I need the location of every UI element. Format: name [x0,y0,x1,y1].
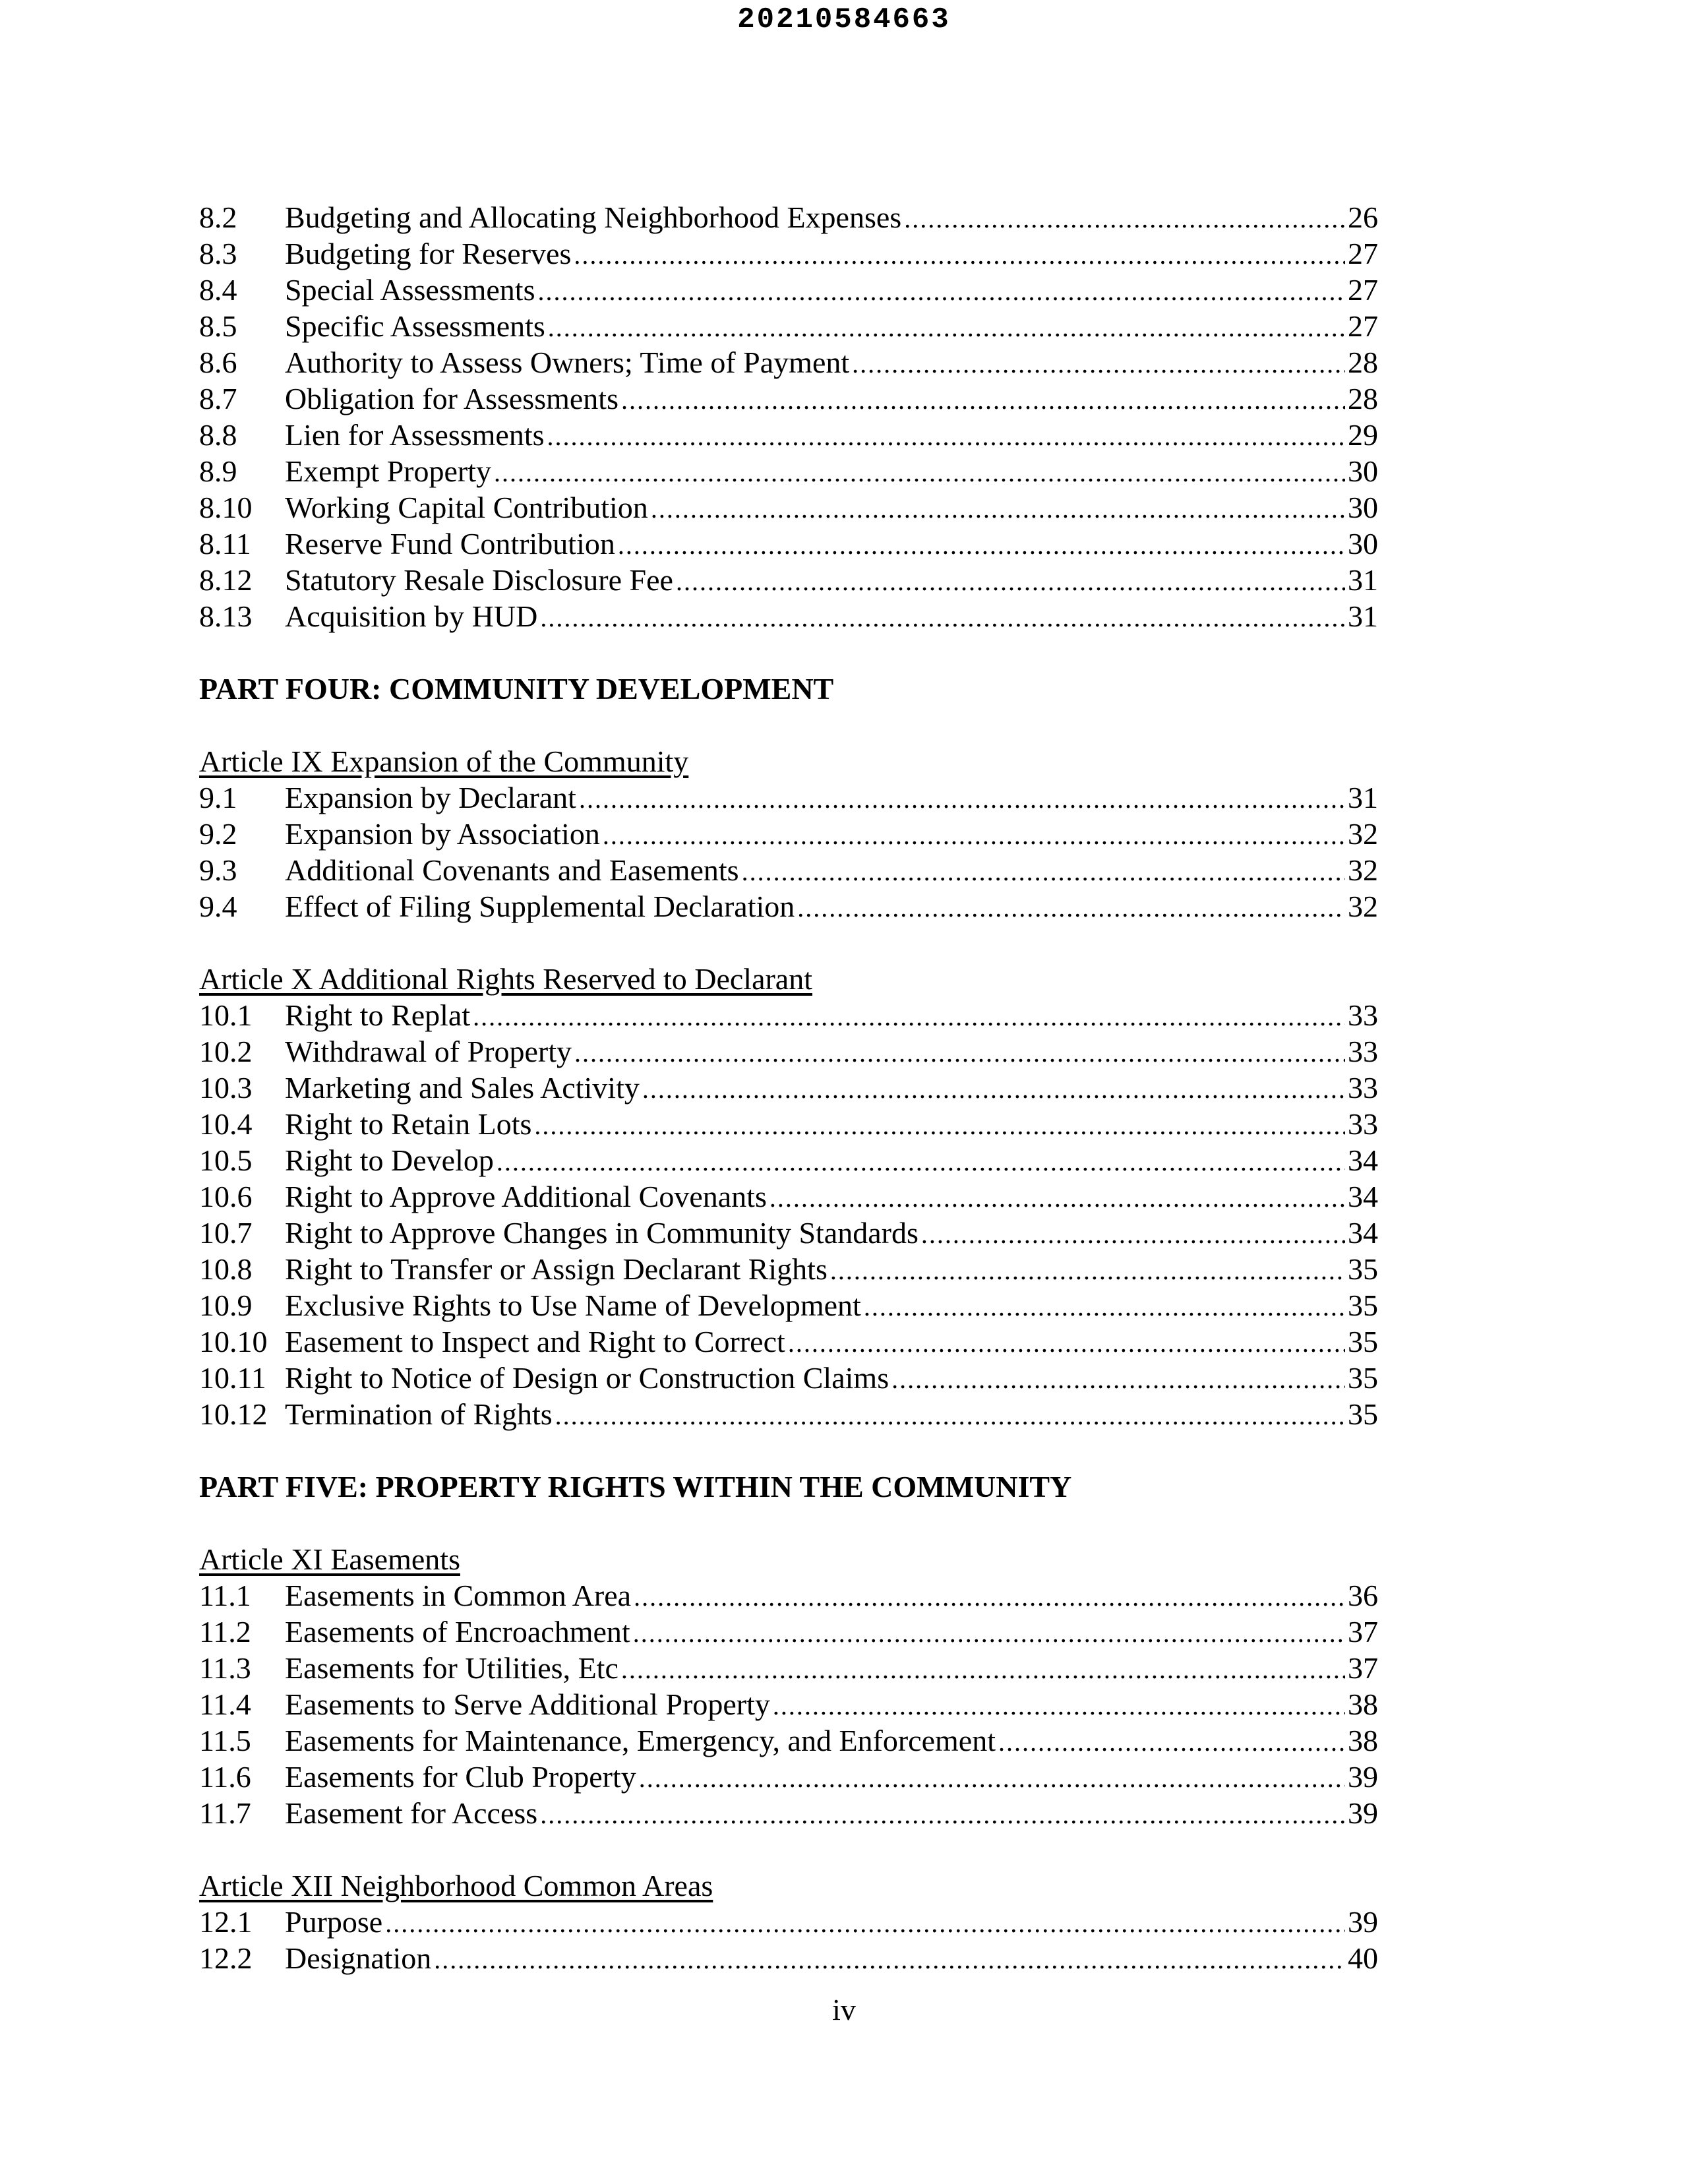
toc-entry-number: 10.9 [199,1289,253,1322]
toc-entry-title: Additional Covenants and Easements [285,853,739,887]
toc-entry[interactable] [199,1070,1378,1106]
toc-entry-page: 32 [1348,853,1378,887]
toc-entry-title: Easements of Encroachment [285,1615,630,1649]
dot-leader [621,382,1345,418]
article-x-heading[interactable]: Article X Additional Rights Reserved to Declarant [199,962,812,996]
toc-entry-number: 10.1 [199,998,253,1032]
spacer [199,1831,1378,1867]
dot-leader [540,1796,1345,1833]
dot-leader [797,890,1345,926]
toc-entry-title: Easements for Maintenance, Emergency, and Enforcement [285,1724,996,1757]
toc-entry-page: 34 [1348,1216,1378,1250]
toc-entry[interactable] [199,1577,1378,1614]
toc-entry-title: Special Assessments [285,273,535,307]
toc-entry[interactable] [199,344,1378,380]
toc-entry-number: 10.12 [199,1397,268,1431]
toc-entry-page: 35 [1348,1252,1378,1286]
toc-entry-number: 11.6 [199,1760,251,1794]
toc-entry[interactable] [199,526,1378,562]
toc-entry-title: Easement to Inspect and Right to Correct [285,1325,785,1358]
toc-entry-title: Effect of Filing Supplemental Declaration [285,890,795,923]
article-xii-heading[interactable]: Article XII Neighborhood Common Areas [199,1869,713,1902]
toc-entry-title: Budgeting and Allocating Neighborhood Expenses [285,200,902,234]
toc-entry-number: 10.7 [199,1216,253,1250]
toc-entry-title: Right to Retain Lots [285,1107,532,1141]
toc-entry-title: Working Capital Contribution [285,491,648,524]
toc-entry-title: Reserve Fund Contribution [285,527,615,561]
toc-entry-title: Exempt Property [285,454,491,488]
article-ix-heading[interactable]: Article IX Expansion of the Community [199,744,689,778]
toc-entry-page: 32 [1348,817,1378,851]
dot-leader [621,1651,1345,1687]
toc-entry-number: 8.10 [199,491,253,524]
dot-leader [555,1397,1345,1434]
dot-leader [603,817,1345,853]
toc-entry[interactable] [199,816,1378,852]
dot-leader [773,1687,1345,1724]
dot-leader [434,1941,1345,1978]
toc-entry-page: 36 [1348,1579,1378,1612]
toc-entry[interactable] [199,1396,1378,1432]
dot-leader [891,1361,1345,1397]
toc-entry-number: 8.12 [199,563,253,597]
toc-entry-number: 10.3 [199,1071,253,1105]
dot-leader [473,998,1345,1035]
toc-entry-number: 12.2 [199,1941,253,1975]
toc-entry-title: Easements for Club Property [285,1760,636,1794]
toc-entry-number: 8.11 [199,527,251,561]
toc-entry-page: 31 [1348,599,1378,633]
toc-entry[interactable] [199,199,1378,235]
toc-entry-page: 31 [1348,563,1378,597]
toc-entry-page: 28 [1348,382,1378,415]
spacer [199,634,1378,671]
toc-entry-title: Easement for Access [285,1796,538,1830]
toc-entry-page: 33 [1348,1107,1378,1141]
toc-entry-title: Acquisition by HUD [285,599,538,633]
toc-entry-number: 11.4 [199,1687,251,1721]
toc-entry-page: 27 [1348,237,1378,270]
toc-group-article-ix [199,779,1378,925]
toc-entry[interactable] [199,1795,1378,1831]
document-number: 20210584663 [737,3,951,36]
toc-entry-number: 10.8 [199,1252,253,1286]
toc-entry-page: 34 [1348,1180,1378,1213]
toc-entry-title: Marketing and Sales Activity [285,1071,640,1105]
dot-leader [547,418,1345,454]
toc-entry-number: 11.3 [199,1651,251,1685]
toc-entry-title: Expansion by Association [285,817,600,851]
dot-leader [385,1905,1345,1941]
toc-entry-number: 8.5 [199,309,237,343]
toc-entry-page: 33 [1348,998,1378,1032]
dot-leader [769,1180,1345,1216]
toc-group-article-viii [199,199,1378,634]
toc-entry-number: 10.4 [199,1107,253,1141]
spacer [199,1505,1378,1541]
dot-leader [618,527,1345,563]
spacer [199,925,1378,961]
dot-leader [788,1325,1345,1361]
toc-entry[interactable] [199,598,1378,634]
toc-entry-number: 8.9 [199,454,237,488]
toc-entry-title: Right to Approve Changes in Community Standards [285,1216,919,1250]
toc-entry-title: Right to Develop [285,1143,494,1177]
toc-entry[interactable] [199,1142,1378,1178]
toc-entry[interactable] [199,308,1378,344]
spacer [199,707,1378,743]
toc-entry-page: 26 [1348,200,1378,234]
toc-entry-page: 30 [1348,527,1378,561]
toc-entry-number: 8.4 [199,273,237,307]
toc-entry-number: 8.7 [199,382,237,415]
toc-entry-page: 35 [1348,1361,1378,1395]
toc-entry-page: 30 [1348,454,1378,488]
toc-entry-title: Authority to Assess Owners; Time of Payment [285,346,850,379]
toc-entry[interactable] [199,1106,1378,1142]
toc-entry-page: 27 [1348,309,1378,343]
toc-entry[interactable] [199,1614,1378,1650]
toc-entry[interactable] [199,1904,1378,1940]
dot-leader [574,237,1345,273]
toc-group-article-x [199,997,1378,1432]
toc-entry-title: Expansion by Declarant [285,781,576,814]
toc-entry-number: 8.8 [199,418,237,452]
page-number: iv [832,1993,856,2026]
toc-entry-title: Specific Assessments [285,309,545,343]
toc-entry[interactable] [199,852,1378,888]
toc-entry-number: 12.1 [199,1905,253,1939]
toc-entry-number: 10.6 [199,1180,253,1213]
toc-entry-title: Exclusive Rights to Use Name of Development [285,1289,861,1322]
dot-leader [494,454,1345,491]
toc-entry-title: Easements to Serve Additional Property [285,1687,770,1721]
toc-entry-page: 35 [1348,1325,1378,1358]
toc-entry-title: Lien for Assessments [285,418,545,452]
dot-leader [830,1252,1345,1289]
dot-leader [642,1071,1345,1107]
toc-entry-page: 39 [1348,1760,1378,1794]
toc-entry-page: 39 [1348,1796,1378,1830]
toc-entry-number: 10.5 [199,1143,253,1177]
toc-entry-number: 8.3 [199,237,237,270]
toc-entry-number: 9.2 [199,817,237,851]
toc-entry-page: 40 [1348,1941,1378,1975]
toc-entry-title: Right to Notice of Design or Construction Claims [285,1361,889,1395]
toc-entry[interactable] [199,888,1378,925]
toc-entry[interactable] [199,1178,1378,1215]
toc-entry[interactable] [199,489,1378,526]
toc-entry-page: 31 [1348,781,1378,814]
toc-entry[interactable] [199,1323,1378,1360]
toc-entry-page: 39 [1348,1905,1378,1939]
toc-entry[interactable] [199,1686,1378,1722]
toc-entry-page: 37 [1348,1615,1378,1649]
toc-entry-title: Right to Approve Additional Covenants [285,1180,767,1213]
toc-entry[interactable] [199,1940,1378,1976]
article-xi-heading[interactable]: Article XI Easements [199,1542,460,1576]
toc-entry-number: 11.5 [199,1724,251,1757]
dot-leader [633,1615,1345,1651]
toc-entry-page: 37 [1348,1651,1378,1685]
toc-entry-title: Obligation for Assessments [285,382,618,415]
toc-entry-title: Right to Transfer or Assign Declarant Rights [285,1252,828,1286]
toc-entry[interactable] [199,453,1378,489]
toc-entry[interactable] [199,997,1378,1033]
toc-entry[interactable] [199,1215,1378,1251]
toc-entry-number: 11.7 [199,1796,251,1830]
toc-entry-number: 10.11 [199,1361,266,1395]
dot-leader [921,1216,1345,1252]
toc-group-article-xi [199,1577,1378,1831]
toc-entry-number: 8.13 [199,599,253,633]
dot-leader [540,599,1345,636]
toc-entry-number: 11.2 [199,1615,251,1649]
dot-leader [534,1107,1345,1143]
toc-entry[interactable] [199,380,1378,417]
toc-entry[interactable] [199,1722,1378,1759]
toc-entry-number: 10.2 [199,1035,253,1068]
table-of-contents [199,199,1378,1976]
toc-entry-page: 35 [1348,1397,1378,1431]
dot-leader [742,853,1345,890]
toc-entry-title: Easements in Common Area [285,1579,632,1612]
toc-entry-title: Termination of Rights [285,1397,553,1431]
toc-entry-page: 30 [1348,491,1378,524]
dot-leader [634,1579,1345,1615]
toc-entry-page: 28 [1348,346,1378,379]
dot-leader [574,1035,1345,1071]
toc-entry[interactable] [199,1033,1378,1070]
toc-entry-page: 33 [1348,1035,1378,1068]
toc-entry[interactable] [199,1759,1378,1795]
toc-entry-title: Right to Replat [285,998,471,1032]
part-four-heading: PART FOUR: COMMUNITY DEVELOPMENT [199,672,834,706]
dot-leader [497,1143,1345,1180]
toc-entry-page: 32 [1348,890,1378,923]
toc-group-article-xii [199,1904,1378,1976]
toc-entry-title: Withdrawal of Property [285,1035,572,1068]
toc-entry-title: Easements for Utilities, Etc [285,1651,618,1685]
toc-entry-number: 9.1 [199,781,237,814]
toc-entry[interactable] [199,235,1378,272]
dot-leader [537,273,1345,309]
toc-entry[interactable] [199,562,1378,598]
toc-entry[interactable] [199,1360,1378,1396]
toc-entry-page: 27 [1348,273,1378,307]
toc-entry[interactable] [199,779,1378,816]
toc-entry-number: 8.6 [199,346,237,379]
toc-entry-number: 10.10 [199,1325,268,1358]
toc-entry-title: Purpose [285,1905,383,1939]
toc-entry[interactable] [199,1650,1378,1686]
toc-entry-page: 38 [1348,1687,1378,1721]
part-five-heading: PART FIVE: PROPERTY RIGHTS WITHIN THE COMMUNITY [199,1470,1072,1503]
toc-entry-page: 33 [1348,1071,1378,1105]
dot-leader [904,200,1345,237]
toc-entry-title: Budgeting for Reserves [285,237,572,270]
dot-leader [852,346,1345,382]
spacer [199,1432,1378,1469]
toc-entry-page: 38 [1348,1724,1378,1757]
toc-entry-page: 34 [1348,1143,1378,1177]
dot-leader [639,1760,1345,1796]
toc-entry-title: Statutory Resale Disclosure Fee [285,563,673,597]
toc-entry[interactable] [199,417,1378,453]
dot-leader [579,781,1345,817]
toc-entry-number: 11.1 [199,1579,251,1612]
toc-entry-number: 9.4 [199,890,237,923]
toc-entry-number: 9.3 [199,853,237,887]
dot-leader [651,491,1345,527]
toc-entry-page: 29 [1348,418,1378,452]
toc-entry-title: Designation [285,1941,432,1975]
toc-entry-number: 8.2 [199,200,237,234]
toc-entry[interactable] [199,272,1378,308]
toc-entry[interactable] [199,1251,1378,1287]
dot-leader [864,1289,1345,1325]
dot-leader [998,1724,1345,1760]
dot-leader [548,309,1345,346]
dot-leader [676,563,1345,599]
toc-entry-page: 35 [1348,1289,1378,1322]
toc-entry[interactable] [199,1287,1378,1323]
